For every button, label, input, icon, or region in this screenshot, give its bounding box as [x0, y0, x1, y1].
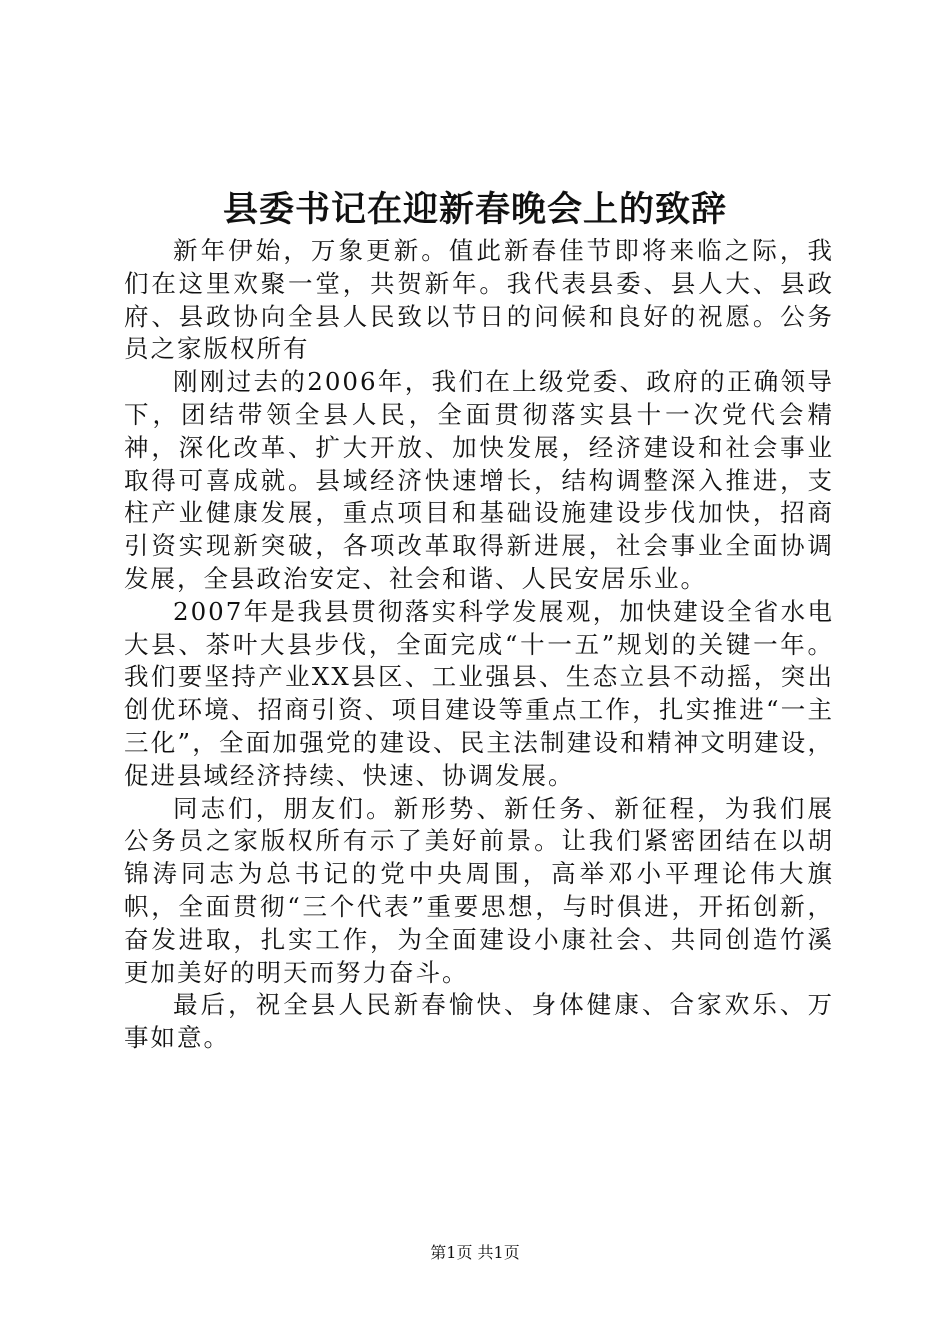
page-footer: 第1页 共1页	[430, 1243, 520, 1262]
document-title: 县委书记在迎新春晚会上的致辞	[222, 189, 727, 230]
paragraph-5: 最后，祝全县人民新春愉快、身体健康、合家欢乐、万事如意。	[124, 990, 834, 1053]
paragraph-4: 同志们，朋友们。新形势、新任务、新征程，为我们展公务员之家版权所有示了美好前景。让我们紧密团结在以胡锦涛同志为总书记的党中央周围，高举邓小平理论伟大旗帜，全面贯彻“三个代表”重要思想，与时俱进，开拓创新，奋发进取，扎实工作，为全面建设小康社会、共同创造竹溪更加美好的明天而努力奋斗。	[124, 793, 834, 987]
paragraph-3: 2007年是我县贯彻落实科学发展观，加快建设全省水电大县、茶叶大县步伐，全面完成“十一五”规划的关键一年。我们要坚持产业XX县区、工业强县、生态立县不动摇，突出创优环境、招商引资、项目建设等重点工作，扎实推进“一主三化”，全面加强党的建设、民主法制建设和精神文明建设，促进县域经济持续、快速、协调发展。	[124, 596, 834, 790]
document-body	[124, 235, 834, 1055]
paragraph-2: 刚刚过去的2006年，我们在上级党委、政府的正确领导下，团结带领全县人民，全面贯彻落实县十一次党代会精神，深化改革、扩大开放、加快发展，经济建设和社会事业取得可喜成就。县域经济快速增长，结构调整深入推进，支柱产业健康发展，重点项目和基础设施建设步伐加快，招商引资实现新突破，各项改革取得新进展，社会事业全面协调发展，全县政治安定、社会和谐、人民安居乐业。	[124, 367, 834, 593]
paragraph-1: 新年伊始，万象更新。值此新春佳节即将来临之际，我们在这里欢聚一堂，共贺新年。我代表县委、县人大、县政府、县政协向全县人民致以节日的问候和良好的祝愿。公务员之家版权所有	[124, 236, 834, 364]
